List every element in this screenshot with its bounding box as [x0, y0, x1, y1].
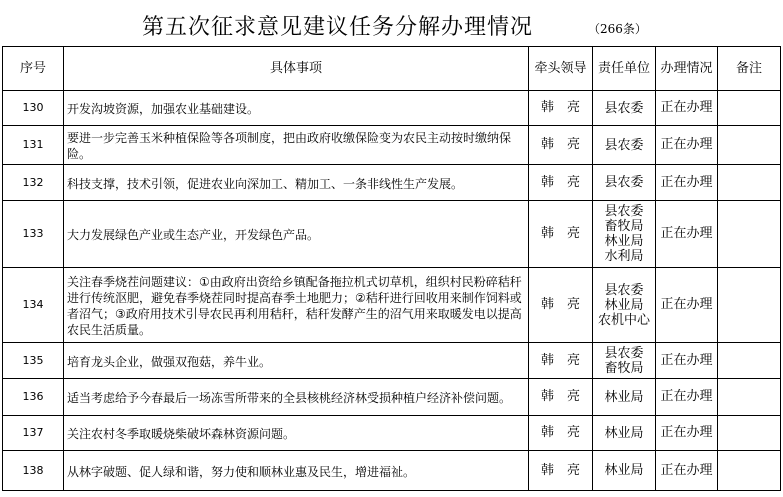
page-title: 第五次征求意见建议任务分解办理情况	[142, 15, 534, 40]
row-status: 正在办理	[656, 379, 718, 416]
unit-name: 县农委	[604, 282, 644, 298]
table-row	[3, 268, 781, 343]
row-item: 开发沟坡资源，加强农业基础建设。	[64, 91, 529, 126]
unit-name: 畜牧局	[604, 360, 644, 376]
table-row	[3, 379, 781, 416]
row-remark	[718, 201, 781, 268]
row-unit	[593, 165, 656, 201]
unit-name: 农机中心	[597, 312, 650, 328]
row-status: 正在办理	[656, 343, 718, 379]
unit-name: 林业局	[604, 297, 644, 313]
row-status: 正在办理	[656, 451, 718, 491]
header-status: 办理情况	[656, 47, 718, 91]
row-no: 133	[3, 201, 64, 268]
row-remark	[718, 268, 781, 343]
unit-name: 畜牧局	[604, 219, 644, 234]
header-no: 序号	[3, 47, 64, 91]
row-no: 132	[3, 165, 64, 201]
row-remark	[718, 165, 781, 201]
row-unit	[593, 379, 656, 416]
unit-name: 林业局	[604, 234, 644, 249]
row-status: 正在办理	[656, 201, 718, 268]
row-unit	[593, 416, 656, 451]
row-no: 135	[3, 343, 64, 379]
header-item: 具体事项	[64, 47, 529, 91]
row-no: 136	[3, 379, 64, 416]
row-remark	[718, 379, 781, 416]
row-status: 正在办理	[656, 126, 718, 165]
row-remark	[718, 343, 781, 379]
row-leader: 韩 亮	[529, 268, 593, 343]
row-status: 正在办理	[656, 91, 718, 126]
task-table	[2, 46, 781, 491]
row-leader: 韩 亮	[529, 201, 593, 268]
row-remark	[718, 91, 781, 126]
unit-name: 县农委	[604, 204, 644, 219]
header-remark: 备注	[718, 47, 781, 91]
table-header-row	[3, 47, 781, 91]
row-leader: 韩 亮	[529, 451, 593, 491]
row-item: 从林字破题、促人绿和谐，努力使和顺林业惠及民生，增进福祉。	[64, 451, 529, 491]
row-item: 培育龙头企业，做强双孢菇，养牛业。	[64, 343, 529, 379]
page-header	[0, 0, 783, 46]
unit-name: 县农委	[604, 345, 644, 361]
item-count: （266条）	[588, 22, 647, 36]
unit-name: 县农委	[604, 175, 644, 190]
row-status: 正在办理	[656, 165, 718, 201]
table-row	[3, 451, 781, 491]
row-leader: 韩 亮	[529, 126, 593, 165]
table-row	[3, 91, 781, 126]
row-status: 正在办理	[656, 268, 718, 343]
row-remark	[718, 451, 781, 491]
table-row	[3, 343, 781, 379]
row-leader: 韩 亮	[529, 416, 593, 451]
row-unit	[593, 268, 656, 343]
row-unit	[593, 126, 656, 165]
row-unit	[593, 343, 656, 379]
row-item: 要进一步完善玉米种植保险等各项制度，把由政府收缴保险变为农民主动按时缴纳保险。	[64, 126, 529, 165]
unit-name: 林业局	[604, 389, 644, 405]
row-unit	[593, 201, 656, 268]
unit-name: 县农委	[604, 100, 644, 116]
row-no: 131	[3, 126, 64, 165]
row-no: 138	[3, 451, 64, 491]
row-item: 关注农村冬季取暖烧柴破坏森林资源问题。	[64, 416, 529, 451]
unit-name: 林业局	[604, 425, 644, 441]
row-no: 130	[3, 91, 64, 126]
unit-name: 水利局	[604, 249, 644, 264]
row-unit	[593, 91, 656, 126]
table-row	[3, 416, 781, 451]
table-row	[3, 126, 781, 165]
row-item: 适当考虑给予今春最后一场冻雪所带来的全县核桃经济林受损种植户经济补偿问题。	[64, 379, 529, 416]
row-no: 134	[3, 268, 64, 343]
row-item: 大力发展绿色产业或生态产业，开发绿色产品。	[64, 201, 529, 268]
row-remark	[718, 126, 781, 165]
table-row	[3, 165, 781, 201]
row-leader: 韩 亮	[529, 379, 593, 416]
unit-name: 县农委	[604, 137, 644, 153]
row-item: 关注春季烧茬问题建议：①由政府出资给乡镇配备拖拉机式切草机，组织村民粉碎秸秆进行传统沤肥，避免春季烧茬同时提高春季土地肥力；②秸秆进行回收用来制作饲料或者沼气；③政府用技术引导农民再利用秸秆，秸秆发酵产生的沼气用来取暖发电以提高农民生活质量。	[64, 268, 529, 343]
header-unit: 责任单位	[593, 47, 656, 91]
row-item: 科技支撑，技术引领，促进农业向深加工、精加工、一条非线性生产发展。	[64, 165, 529, 201]
unit-name: 林业局	[604, 463, 644, 478]
header-leader: 牵头领导	[529, 47, 593, 91]
row-status: 正在办理	[656, 416, 718, 451]
row-remark	[718, 416, 781, 451]
table-row	[3, 201, 781, 268]
row-leader: 韩 亮	[529, 91, 593, 126]
row-no: 137	[3, 416, 64, 451]
row-leader: 韩 亮	[529, 165, 593, 201]
row-unit	[593, 451, 656, 491]
row-leader: 韩 亮	[529, 343, 593, 379]
